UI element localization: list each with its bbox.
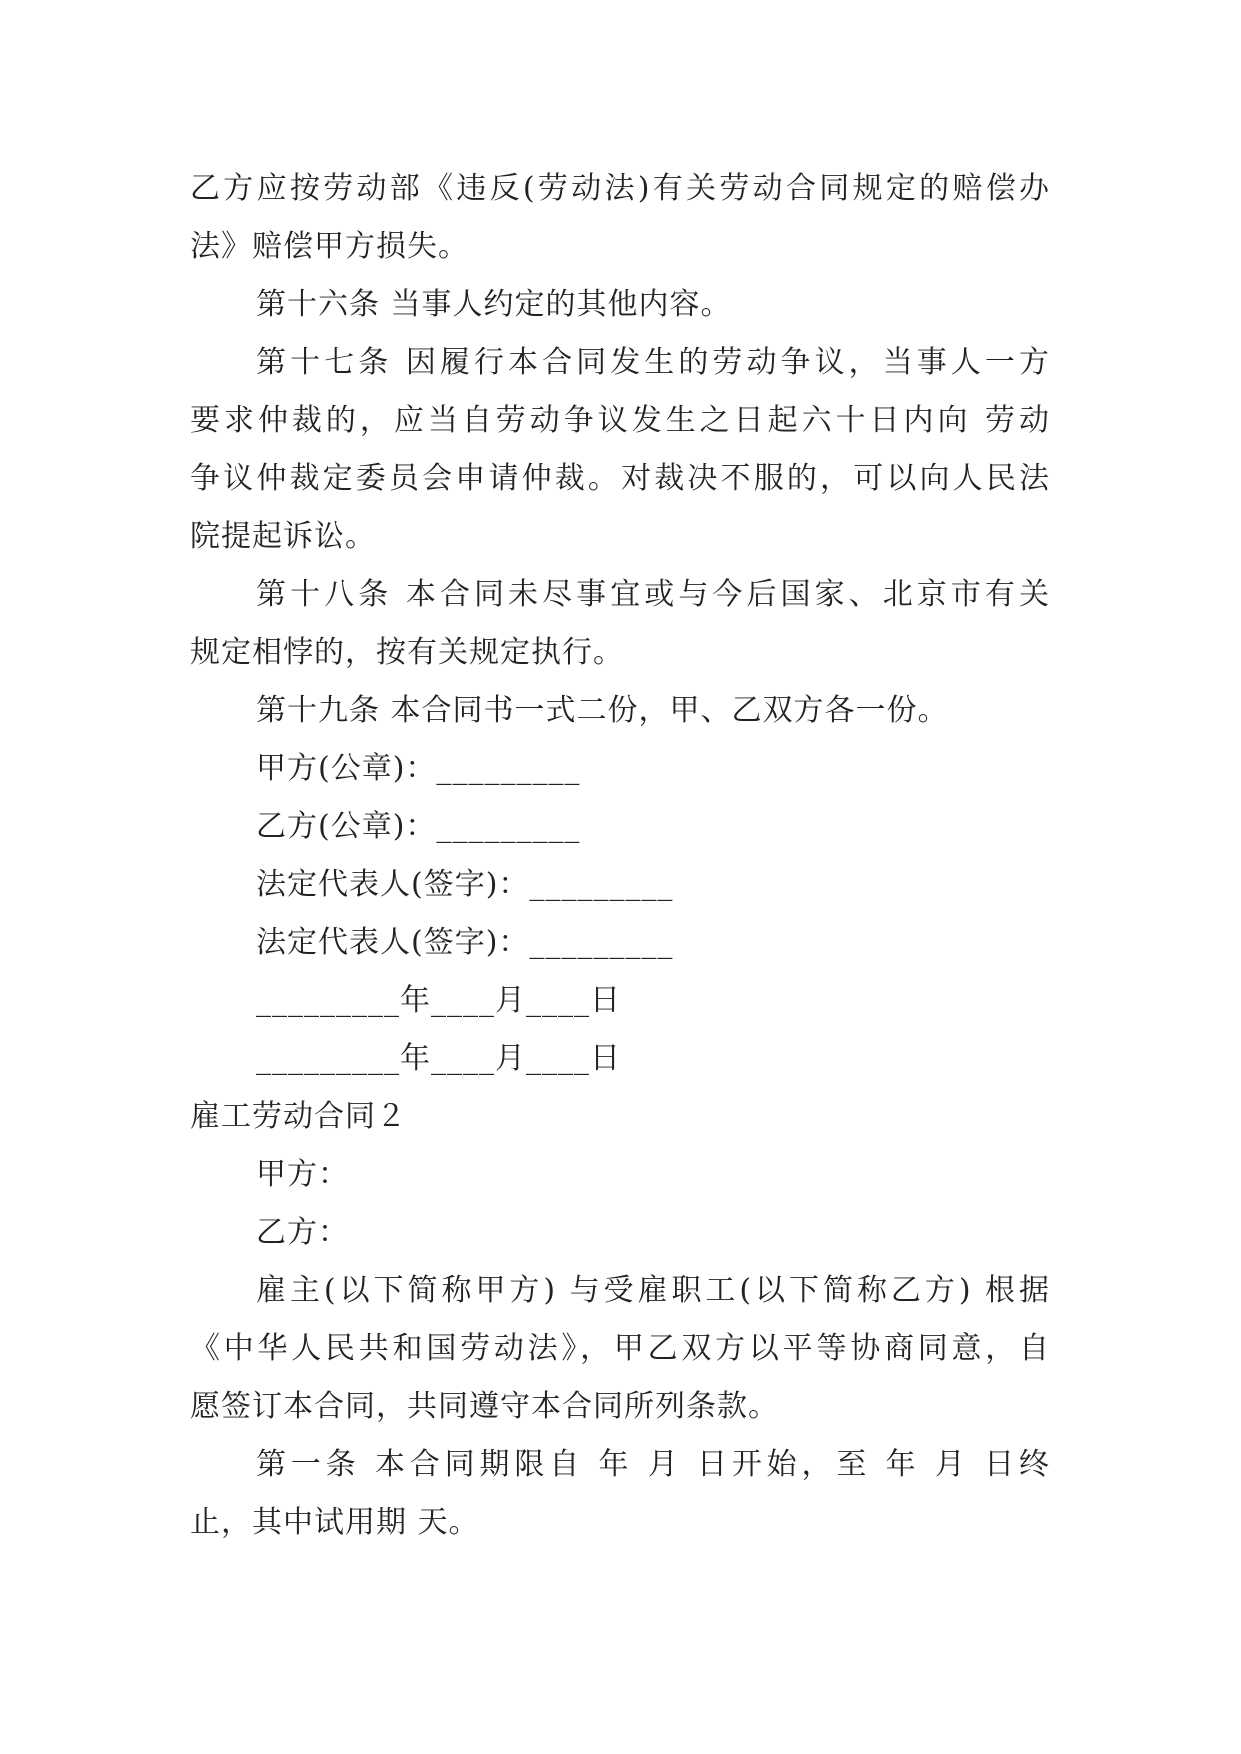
party-a-label: 甲方： [256,1157,349,1192]
article-17: 第十七条 因履行本合同发生的劳动争议，当事人一方 [256,345,1050,380]
text-line: 争议仲裁定委员会申请仲裁。对裁决不服的，可以向人民法 [190,461,1050,496]
date-line: _________年____月____日 [256,1041,621,1076]
article-16: 第十六条 当事人约定的其他内容。 [256,287,732,322]
party-b-seal-line: 乙方(公章)：_________ [256,809,581,844]
text-line: 乙方应按劳动部《违反(劳动法)有关劳动合同规定的赔偿办 [190,171,1050,206]
article-18: 第十八条 本合同未尽事宜或与今后国家、北京市有关 [256,577,1050,612]
text-line: 院提起诉讼。 [190,519,376,554]
article-19: 第十九条 本合同书一式二份，甲、乙双方各一份。 [256,693,949,728]
text-line: 《中华人民共和国劳动法》，甲乙双方以平等协商同意，自 [190,1331,1050,1366]
text-line: 法》赔偿甲方损失。 [190,229,469,264]
party-b-label: 乙方： [256,1215,349,1250]
legal-rep-signature-line: 法定代表人(签字)：_________ [256,867,674,902]
section-title: 雇工劳动合同２ [190,1099,407,1134]
text-line: 愿签订本合同，共同遵守本合同所列条款。 [190,1389,779,1424]
text-line: 要求仲裁的，应当自劳动争议发生之日起六十日内向 劳动 [190,403,1050,438]
party-a-seal-line: 甲方(公章)：_________ [256,751,581,786]
legal-rep-signature-line: 法定代表人(签字)：_________ [256,925,674,960]
date-line: _________年____月____日 [256,983,621,1018]
article-1: 第一条 本合同期限自 年 月 日开始，至 年 月 日终 [256,1447,1050,1482]
preamble: 雇主(以下简称甲方) 与受雇职工(以下简称乙方) 根据 [256,1273,1050,1308]
text-line: 规定相悖的，按有关规定执行。 [190,635,624,670]
text-line: 止，其中试用期 天。 [190,1505,480,1540]
document-body [190,160,1050,1552]
